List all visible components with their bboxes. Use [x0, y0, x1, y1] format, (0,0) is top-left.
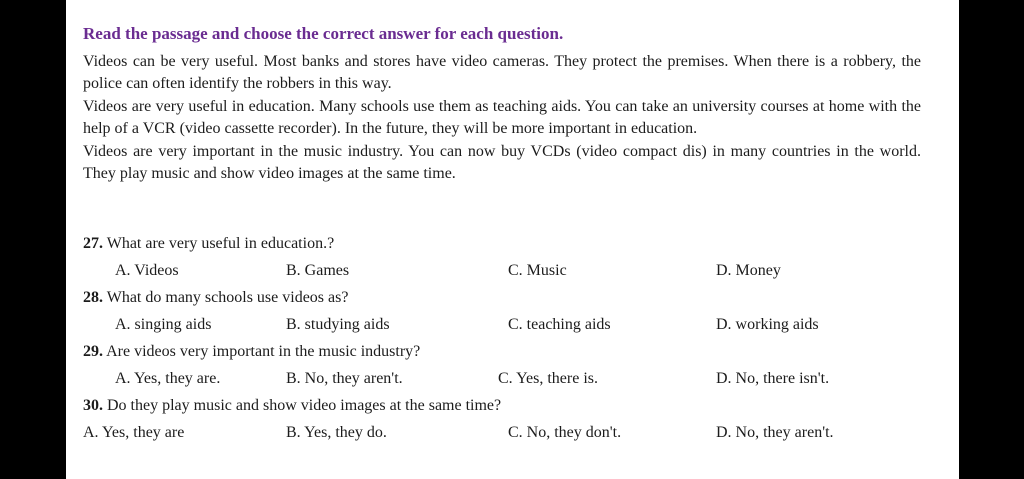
- question-number: 28.: [83, 289, 103, 306]
- screen-border: [959, 0, 1024, 479]
- passage-paragraph-3: Videos are very important in the music industry. You can now buy VCDs (video compact dis) in many countries in the world. They play music and show video images at the same time.: [83, 143, 921, 182]
- question-28: [83, 289, 348, 307]
- q27-option-a[interactable]: A. Videos: [115, 262, 179, 279]
- q30-option-c[interactable]: C. No, they don't.: [508, 424, 622, 441]
- q28-option-d[interactable]: D. working aids: [716, 316, 819, 333]
- q30-option-a[interactable]: A. Yes, they are: [83, 424, 185, 441]
- question-number: 29.: [83, 343, 103, 360]
- question-30: [83, 397, 501, 415]
- q27-option-c[interactable]: C. Music: [508, 262, 567, 279]
- q27-option-b[interactable]: B. Games: [286, 262, 350, 279]
- q29-option-c[interactable]: C. Yes, there is.: [498, 370, 599, 387]
- q30-option-b[interactable]: B. Yes, they do.: [286, 424, 387, 441]
- reading-passage: [83, 51, 921, 186]
- question-text: What do many schools use videos as?: [106, 289, 349, 306]
- q27-option-d[interactable]: D. Money: [716, 262, 781, 279]
- passage-paragraph-1: Videos can be very useful. Most banks and stores have video cameras. They protect the premises. When there is a robbery, the police can often identify the robbers in this way.: [83, 53, 921, 92]
- passage-paragraph-2: Videos are very useful in education. Many schools use them as teaching aids. You can take an university courses at home with the help of a VCR (video cassette recorder). In the future, they will be more important in education.: [83, 98, 921, 137]
- question-text: What are very useful in education.?: [106, 235, 335, 252]
- q28-option-c[interactable]: C. teaching aids: [508, 316, 611, 333]
- q29-option-a[interactable]: A. Yes, they are.: [115, 370, 221, 387]
- q28-option-b[interactable]: B. studying aids: [286, 316, 390, 333]
- question-27: [83, 235, 334, 253]
- question-29: [83, 343, 420, 361]
- q29-option-b[interactable]: B. No, they aren't.: [286, 370, 403, 387]
- question-text: Do they play music and show video images at the same time?: [107, 397, 502, 414]
- q29-option-d[interactable]: D. No, there isn't.: [716, 370, 830, 387]
- q28-option-a[interactable]: A. singing aids: [115, 316, 212, 333]
- question-number: 27.: [83, 235, 103, 252]
- question-number: 30.: [83, 397, 103, 414]
- worksheet-page: [66, 0, 959, 479]
- instruction-title: Read the passage and choose the correct answer for each question.: [83, 24, 564, 43]
- q30-option-d[interactable]: D. No, they aren't.: [716, 424, 834, 441]
- question-text: Are videos very important in the music industry?: [106, 343, 421, 360]
